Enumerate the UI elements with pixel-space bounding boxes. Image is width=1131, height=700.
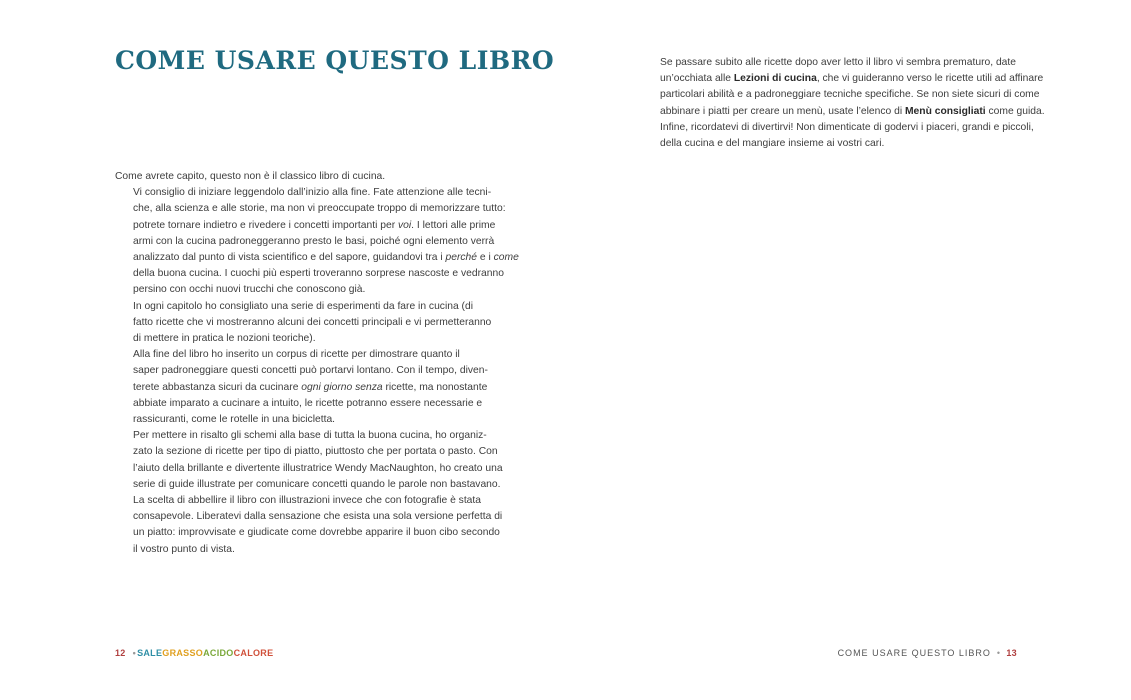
paragraph-5: Per mettere in risalto gli schemi alla base di tutta la buona cucina, ho organiz- zato la sezione di ricette per tipo di piatto, piuttosto che per portata o pasto. Con l’aiuto della brillante e divertente illustratrice Wendy MacNaughton, ho creato una serie di guide illustrate per comunicare concetti quando le parole non bastavano. La scelta di abbellire il libro con illustrazioni invece che con fotografie è stata consapevole. Liberatevi dalla sensazione che esista una sola versione perfetta di un piatto: improvvisate e giudicate come dovrebbe apparire il buon cibo secondo il vostro punto di vista. bbox=[133, 430, 503, 555]
separator-dot: • bbox=[996, 648, 1001, 658]
menu-consigliati-ref: Menù consigliati bbox=[904, 105, 986, 117]
page-number-left: 12 bbox=[115, 648, 126, 658]
paragraph-3: In ogni capitolo ho consigliato una serie di esperimenti da fare in cucina (di fatto ricette che vi mostreranno alcuni dei concetti principali e vi permetteranno di mettere in pratica le nozioni teoriche). bbox=[133, 300, 492, 345]
book-logo: • SALE GRASSO ACIDO CALORE bbox=[132, 648, 274, 658]
left-column bbox=[115, 169, 519, 558]
page-number-right: 13 bbox=[1006, 648, 1017, 658]
paragraph-7: Infine, ricordatevi di divertirvi! Non dimenticate di godervi i piaceri, grandi e piccoli, della cucina e del mangiare insieme ai vostri cari. bbox=[660, 121, 1034, 150]
paragraph-1: Come avrete capito, questo non è il classico libro di cucina. bbox=[115, 171, 386, 182]
paragraph-2: Vi consiglio di iniziare leggendolo dall’inizio alla fine. Fate attenzione alle tecni- che, alla scienza e alle storie, ma non vi preoccupate troppo di memorizzare tutto: potrete tornare indietro e rivedere i concetti importanti per voi. I lettori alle prime armi con la cucina padroneggeranno presto le basi, poiché ogni elemento verrà analizzato dal punto di vista scientifico e del sapore, guidandovi tra i perché e i come della buona cucina. I cuochi più esperti troveranno sorprese nascoste e vedranno persino con occhi nuovi trucchi che conoscono già. bbox=[133, 187, 519, 296]
footer-right bbox=[838, 648, 1017, 658]
paragraph-4: Alla fine del libro ho inserito un corpus di ricette per dimostrare quanto il saper padroneggiare questi concetti può portarvi lontano. Con il tempo, diven- terete abbastanza sicuri da cucinare ogni giorno senza ricette, ma nonostante abbiate imparato a cucinare a intuito, le ricette potranno essere necessarie e rassicuranti, come le rotelle in una bicicletta. bbox=[133, 349, 488, 426]
lezioni-di-cucina-ref: Lezioni di cucina bbox=[733, 73, 817, 85]
running-head: COME USARE QUESTO LIBRO bbox=[837, 648, 991, 658]
paragraph-6: Se passare subito alle ricette dopo aver letto il libro vi sembra prematuro, date un’occhiata alle Lezioni di cucina, che vi guideranno verso le ricette utili ad affinare particolari abilità e a padroneggiare tecniche specifiche. Se non siete sicuri di come abbinare i piatti per creare un menù, usate l’elenco di Menù consigliati come guida. bbox=[660, 57, 1045, 117]
footer-left bbox=[115, 648, 273, 658]
right-column bbox=[642, 55, 1045, 152]
page-title: COME USARE QUESTO LIBRO bbox=[115, 46, 555, 75]
